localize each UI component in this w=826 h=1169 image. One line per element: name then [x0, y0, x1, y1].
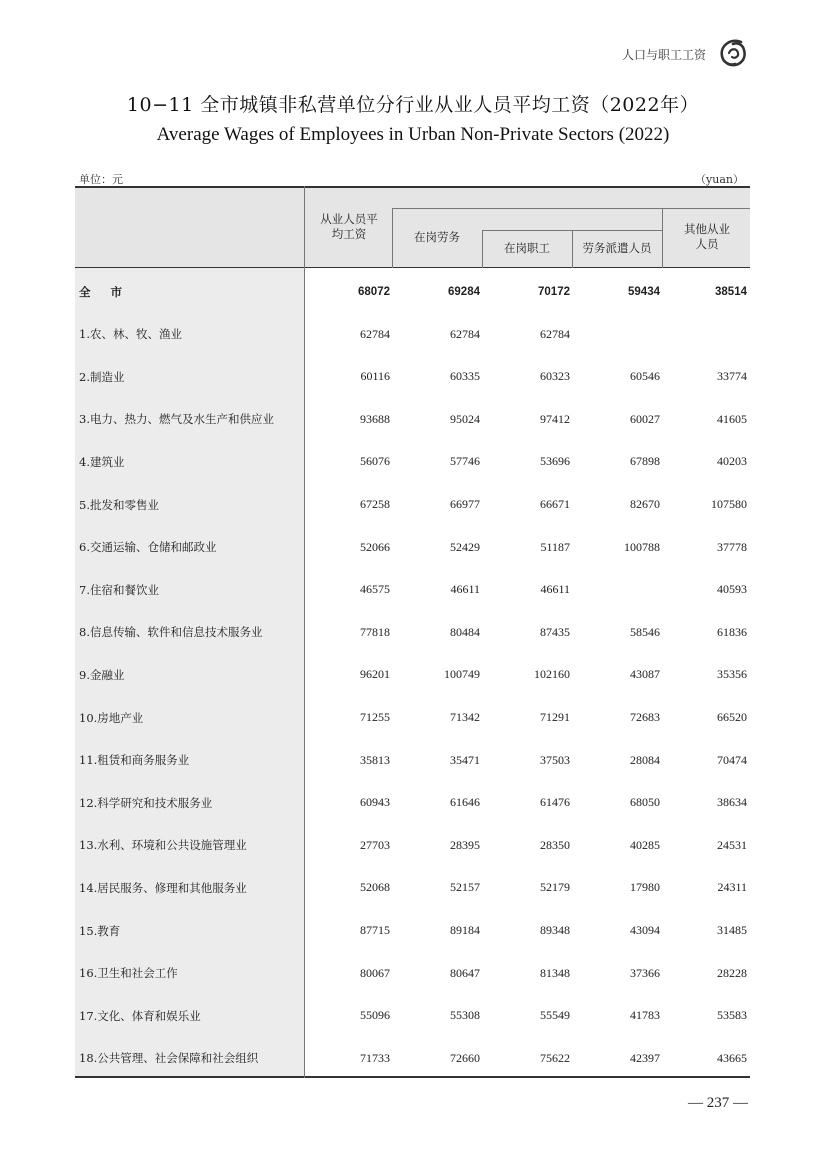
cell-avg: 77818	[360, 624, 390, 639]
cell-staff: 89348	[540, 923, 570, 937]
cell-other: 24311	[717, 880, 747, 895]
cell-dispatched: 37366	[630, 965, 660, 980]
cell-on-post: 46611	[450, 582, 480, 597]
cell-other: 43665	[717, 1050, 747, 1065]
cell-dispatched: 43094	[630, 923, 660, 937]
row-label: 16.卫生和社会工作	[79, 966, 178, 981]
cell-on-post: 52157	[450, 880, 480, 895]
cell-avg: 80067	[360, 965, 390, 980]
table-row	[75, 994, 750, 1037]
cell-dispatched: 60027	[630, 411, 660, 426]
row-label: 1.农、林、牧、渔业	[79, 327, 182, 342]
cell-dispatched: 17980	[630, 880, 660, 895]
header-avg-wage: 从业人员平均工资	[320, 212, 378, 241]
cell-staff: 75622	[540, 1050, 570, 1065]
cell-other: 40203	[717, 454, 747, 469]
cell-avg: 60116	[360, 369, 390, 384]
cell-on-post: 80484	[450, 624, 480, 639]
row-label: 5.批发和零售业	[79, 497, 159, 512]
cell-dispatched: 40285	[630, 837, 660, 852]
cell-avg: 71733	[360, 1050, 390, 1065]
cell-on-post: 89184	[450, 923, 480, 937]
cell-avg: 96201	[360, 667, 390, 682]
table-title-chinese: 10−11 全市城镇非私营单位分行业从业人员平均工资（2022年）	[126, 94, 700, 116]
cell-avg: 27703	[360, 837, 390, 852]
cell-on-post: 69284	[448, 285, 480, 298]
table-row	[75, 909, 750, 952]
row-label: 7.住宿和餐饮业	[79, 582, 159, 597]
cell-staff: 61476	[540, 795, 570, 810]
table-row	[75, 526, 750, 569]
cell-avg: 52068	[360, 880, 390, 895]
header-dispatched: 劳务派遣人员	[582, 241, 652, 255]
cell-dispatched: 43087	[630, 667, 660, 682]
unit-label: 单位：元	[79, 173, 123, 186]
row-label: 12.科学研究和技术服务业	[79, 795, 213, 810]
cell-on-post: 66977	[450, 497, 480, 511]
row-label: 14.居民服务、修理和其他服务业	[79, 880, 247, 895]
cell-other: 28228	[717, 965, 747, 980]
row-label: 全 市	[79, 284, 131, 299]
top-rule	[75, 186, 750, 188]
row-label: 13.水利、环境和公共设施管理业	[79, 838, 247, 853]
cell-staff: 52179	[540, 880, 570, 895]
table-title-english: Average Wages of Employees in Urban Non-Private Sectors (2022)	[156, 124, 670, 145]
table-row	[75, 696, 750, 739]
cell-avg: 55096	[360, 1008, 390, 1023]
cell-avg: 93688	[360, 411, 390, 426]
cell-avg: 56076	[360, 454, 390, 469]
cell-dispatched: 58546	[630, 624, 660, 639]
table-row	[75, 611, 750, 654]
cell-other: 31485	[717, 923, 747, 937]
table-row	[75, 781, 750, 824]
cell-avg: 71255	[360, 710, 390, 724]
running-head: 人口与职工工资	[621, 48, 706, 62]
row-label: 15.教育	[79, 923, 121, 938]
cell-staff: 51187	[540, 539, 570, 554]
cell-on-post: 60335	[450, 369, 480, 384]
cell-dispatched: 28084	[630, 752, 660, 767]
cell-on-post: 52429	[450, 539, 480, 554]
cell-avg: 46575	[360, 582, 390, 597]
table-row	[75, 866, 750, 909]
cell-staff: 81348	[540, 965, 570, 980]
cell-other: 38634	[717, 795, 747, 810]
row-label: 6.交通运输、仓储和邮政业	[79, 540, 217, 555]
cell-other: 61836	[717, 624, 747, 639]
cell-avg: 62784	[360, 326, 390, 341]
wages-table	[75, 186, 750, 1078]
cell-staff: 71291	[540, 710, 570, 724]
cell-staff: 102160	[534, 667, 570, 682]
table-row	[75, 952, 750, 995]
row-label: 11.租赁和商务服务业	[79, 753, 190, 768]
table-row	[75, 824, 750, 867]
cell-on-post: 80647	[450, 965, 480, 980]
header-divider	[572, 230, 573, 268]
table-row	[75, 313, 750, 356]
header-bottom-rule	[75, 267, 750, 268]
row-label: 3.电力、热力、燃气及水生产和供应业	[79, 412, 274, 427]
table-row	[75, 483, 750, 526]
table-row	[75, 739, 750, 782]
cell-on-post: 62784	[450, 326, 480, 341]
cell-other: 38514	[715, 285, 747, 298]
cell-avg: 87715	[360, 923, 390, 937]
cell-other: 70474	[717, 752, 747, 767]
cell-avg: 60943	[360, 795, 390, 810]
cell-other: 66520	[717, 710, 747, 724]
cell-other: 35356	[717, 667, 747, 682]
cell-dispatched: 100788	[624, 539, 660, 554]
cell-staff: 97412	[540, 411, 570, 426]
header-spanner-rule	[392, 208, 750, 209]
cell-staff: 70172	[538, 285, 570, 298]
cell-avg: 35813	[360, 752, 390, 767]
cell-other: 41605	[717, 411, 747, 426]
cell-other: 40593	[717, 582, 747, 597]
cell-on-post: 55308	[450, 1008, 480, 1023]
row-label: 10.房地产业	[79, 710, 144, 725]
table-row	[75, 355, 750, 398]
cell-on-post: 61646	[450, 795, 480, 810]
cell-staff: 87435	[540, 624, 570, 639]
row-label: 4.建筑业	[79, 454, 125, 469]
cell-staff: 46611	[540, 582, 570, 597]
cell-dispatched: 42397	[630, 1050, 660, 1065]
cell-avg: 52066	[360, 539, 390, 554]
cell-on-post: 100749	[444, 667, 480, 682]
row-label: 9.金融业	[79, 667, 125, 682]
unit-label-english: （yuan）	[695, 173, 744, 186]
header-spanner-rule	[482, 230, 662, 231]
header-divider	[392, 208, 393, 268]
cell-dispatched: 72683	[630, 710, 660, 724]
table-row	[75, 653, 750, 696]
row-label: 17.文化、体育和娱乐业	[79, 1008, 201, 1023]
cell-other: 33774	[717, 369, 747, 384]
cell-on-post: 72660	[450, 1050, 480, 1065]
cell-staff: 55549	[540, 1008, 570, 1023]
row-label: 18.公共管理、社会保障和社会组织	[79, 1051, 259, 1066]
cell-dispatched: 67898	[630, 454, 660, 469]
page-number: — 237 —	[688, 1095, 748, 1111]
cell-other: 107580	[711, 497, 747, 511]
table-row	[75, 440, 750, 483]
header-divider	[482, 230, 483, 268]
cell-on-post: 28395	[450, 837, 480, 852]
cell-staff: 28350	[540, 837, 570, 852]
cell-staff: 66671	[540, 497, 570, 511]
header-on-post-staff: 在岗职工	[504, 241, 550, 255]
cell-on-post: 57746	[450, 454, 480, 469]
table-row-total	[75, 270, 750, 313]
cell-dispatched: 41783	[630, 1008, 660, 1023]
cell-dispatched: 59434	[628, 285, 660, 298]
cell-dispatched: 68050	[630, 795, 660, 810]
row-label: 2.制造业	[79, 369, 125, 384]
header-other: 其他从业人员	[684, 222, 730, 251]
table-row	[75, 398, 750, 441]
cell-staff: 60323	[540, 369, 570, 384]
cell-staff: 62784	[540, 326, 570, 341]
row-label: 8.信息传输、软件和信息技术服务业	[79, 625, 263, 640]
cell-on-post: 95024	[450, 411, 480, 426]
table-row	[75, 568, 750, 611]
cell-dispatched: 82670	[630, 497, 660, 511]
header-on-post: 在岗劳务	[414, 230, 460, 244]
cell-staff: 37503	[540, 752, 570, 767]
header-divider	[662, 208, 663, 268]
cell-other: 24531	[717, 837, 747, 852]
cell-dispatched: 60546	[630, 369, 660, 384]
cell-on-post: 71342	[450, 710, 480, 724]
swirl-logo-icon	[716, 36, 750, 70]
cell-avg: 67258	[360, 497, 390, 511]
cell-staff: 53696	[540, 454, 570, 469]
cell-other: 53583	[717, 1008, 747, 1023]
cell-other: 37778	[717, 539, 747, 554]
table-row	[75, 1037, 750, 1080]
cell-on-post: 35471	[450, 752, 480, 767]
cell-avg: 68072	[358, 285, 390, 298]
